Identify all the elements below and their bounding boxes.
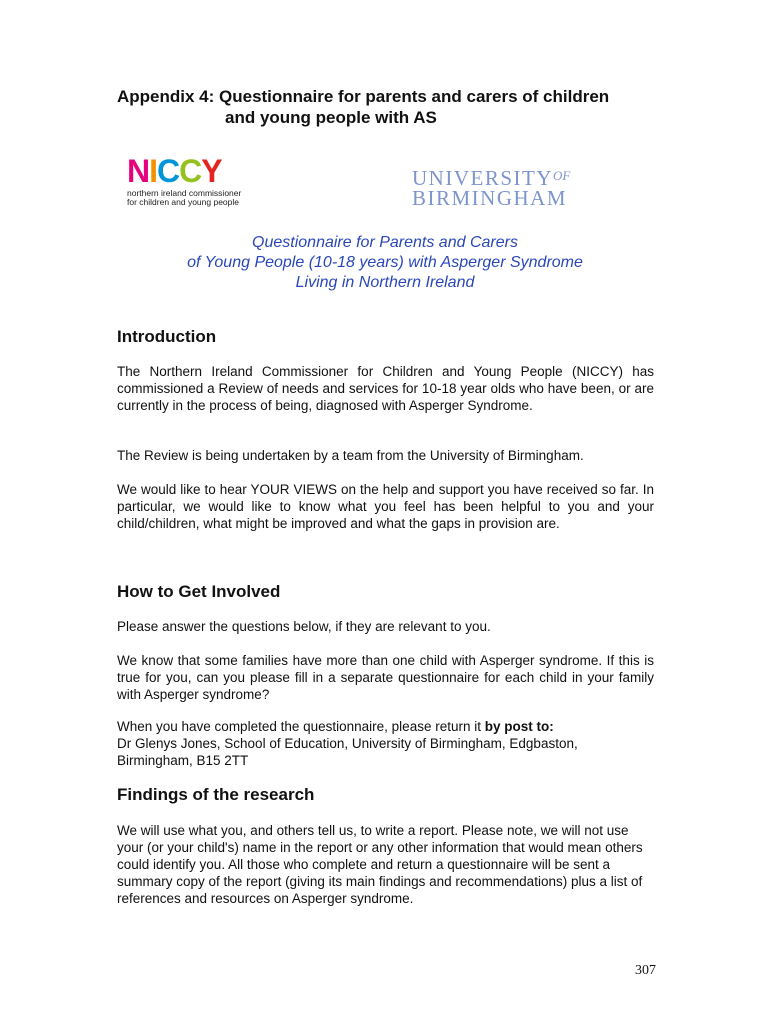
uob-line2: BIRMINGHAM <box>412 186 568 210</box>
findings-heading: Findings of the research <box>117 785 315 804</box>
questionnaire-title-line1: Questionnaire for Parents and Carers <box>252 234 518 251</box>
questionnaire-title-line3: Living in Northern Ireland <box>295 274 475 291</box>
get-involved-paragraph-1: Please answer the questions below, if they are relevant to you. <box>117 619 491 634</box>
get-involved-paragraph-2: We know that some families have more than one child with Asperger syndrome. If this is true for you, can you please fill in a separate questionnaire for each child in your family with Asperger syndrome? <box>117 653 654 702</box>
university-of-birmingham-logo <box>412 166 652 208</box>
appendix-title-line2: and young people with AS <box>225 108 437 127</box>
return-instruction: When you have completed the questionnaire, please return it <box>117 719 485 734</box>
niccy-subtitle-line2: for children and young people <box>127 197 239 207</box>
niccy-letter-c2: C <box>179 153 202 189</box>
appendix-title-line1: Appendix 4: Questionnaire for parents and carers of children <box>117 87 610 106</box>
niccy-letter-i: I <box>149 153 157 189</box>
niccy-letter-y: Y <box>201 153 222 189</box>
niccy-subtitle-line1: northern ireland commissioner <box>127 188 242 198</box>
niccy-wordmark <box>127 153 267 189</box>
questionnaire-title-line2: of Young People (10-18 years) with Asperger Syndrome <box>187 254 583 271</box>
get-involved-heading: How to Get Involved <box>117 582 281 601</box>
niccy-letter-c1: C <box>157 153 180 189</box>
uob-line1: UNIVERSITY <box>412 166 553 190</box>
introduction-heading: Introduction <box>117 327 217 346</box>
niccy-logo <box>127 153 267 212</box>
appendix-title <box>117 86 677 128</box>
page-number: 307 <box>635 963 656 978</box>
niccy-letter-n: N <box>127 153 150 189</box>
by-post-label: by post to: <box>484 719 554 734</box>
introduction-paragraph-1: The Northern Ireland Commissioner for Children and Young People (NICCY) has commissioned a Review of needs and services for 10-18 year olds who have been, or are currently in the process of being, diagnosed with Asperger Syndrome. <box>117 364 654 413</box>
introduction-paragraph-3: We would like to hear YOUR VIEWS on the help and support you have received so far. In particular, we would like to know what you feel has been helpful to you and your child/children, what might be improved and what the gaps in provision are. <box>117 482 654 531</box>
get-involved-paragraph-3 <box>117 718 654 769</box>
questionnaire-title <box>117 233 653 293</box>
uob-of: OF <box>553 168 571 183</box>
introduction-paragraph-2: The Review is being undertaken by a team from the University of Birmingham. <box>117 448 584 463</box>
postal-address: Dr Glenys Jones, School of Education, University of Birmingham, Edgbaston, Birmingham, B15 2TT <box>117 736 578 768</box>
findings-paragraph: We will use what you, and others tell us, to write a report. Please note, we will not use your (or your child's) name in the report or any other information that would mean others could identify you. All those who complete and return a questionnaire will be sent a summary copy of the report (giving its main findings and recommendations) plus a list of references and resources on Asperger syndrome. <box>117 823 643 906</box>
